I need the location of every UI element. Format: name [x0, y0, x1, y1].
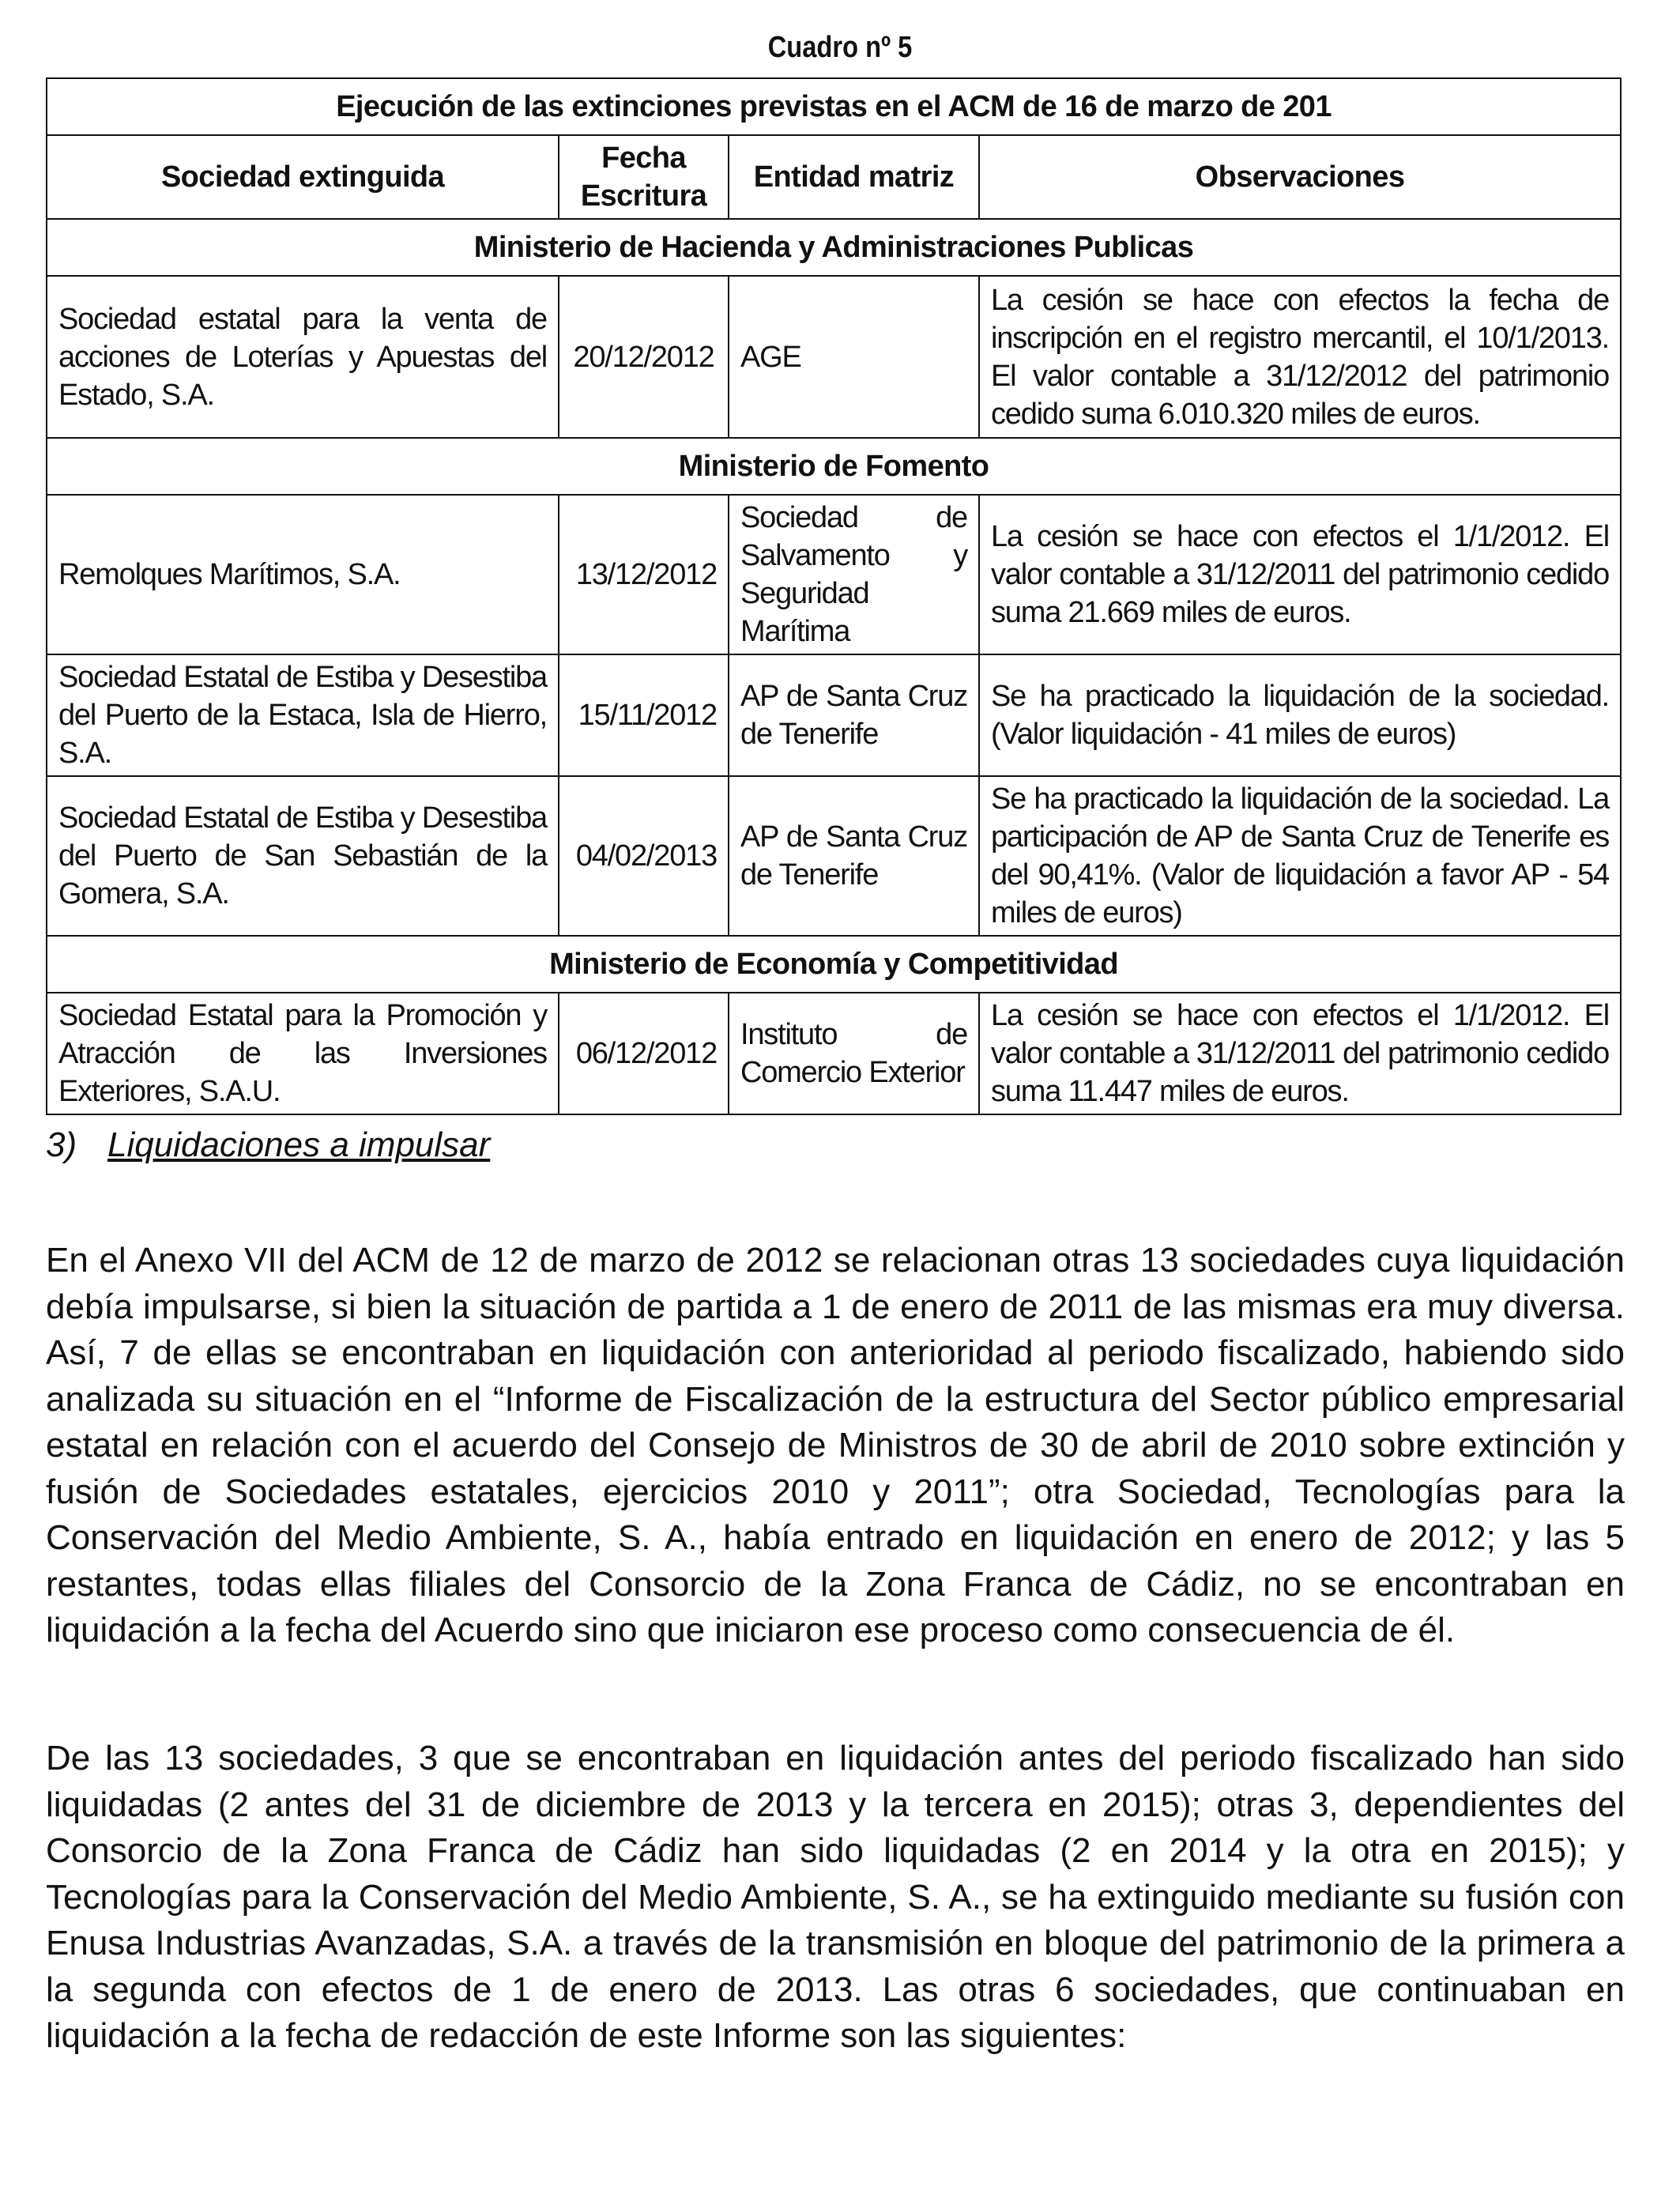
cell-sociedad: Sociedad Estatal de Estiba y Desestiba del Puerto de la Estaca, Isla de Hierro, S.A.	[58, 661, 547, 770]
body-paragraph: De las 13 sociedades, 3 que se encontraban en liquidación antes del periodo fiscalizado han sido liquidadas (2 antes del 31 de diciembre de 2013 y la tercera en 2015); otras 3, dependientes del Consorcio de la Zona Franca de Cádiz han sido liquidadas (2 en 2014 y la otra en 2015); y Tecnologías para la Conservación del Medio Ambiente, S. A., se ha extinguido mediante su fusión con Enusa Industrias Avanzadas, S.A. a través de la transmisión en bloque del patrimonio de la primera a la segunda con efectos de 1 de enero de 2013. Las otras 6 sociedades, que continuaban en liquidación a la fecha de redacción de este Informe son las siguientes:	[46, 1739, 1625, 2055]
extinctions-table	[46, 77, 1622, 1115]
cell-observaciones: Se ha practicado la liquidación de la sociedad. (Valor liquidación - 41 miles de euros)	[991, 680, 1610, 751]
section-heading	[46, 1124, 490, 1167]
cell-entidad: AP de Santa Cruz de Tenerife	[740, 680, 967, 751]
cell-observaciones: La cesión se hace con efectos el 1/1/2012. El valor contable a 31/12/2011 del patrimonio cedido suma 11.447 miles de euros.	[991, 999, 1610, 1108]
table-row	[47, 776, 1621, 936]
table-row	[47, 654, 1621, 776]
table-row	[47, 495, 1621, 654]
cell-observaciones: Se ha practicado la liquidación de la sociedad. La participación de AP de Santa Cruz de Tenerife es del 90,41%. (Valor de liquidación a favor AP - 54 miles de euros)	[991, 782, 1610, 929]
table-title: Ejecución de las extinciones previstas en el ACM de 16 de marzo de 201	[336, 90, 1332, 123]
cell-observaciones: La cesión se hace con efectos el 1/1/2012. El valor contable a 31/12/2011 del patrimonio cedido suma 21.669 miles de euros.	[991, 520, 1610, 629]
cell-observaciones: La cesión se hace con efectos la fecha de inscripción en el registro mercantil, el 10/1/2013. El valor contable a 31/12/2012 del patrimonio cedido suma 6.010.320 miles de euros.	[991, 283, 1610, 431]
section-title: Liquidaciones a impulsar	[107, 1125, 491, 1164]
section-row	[47, 219, 1621, 276]
cell-fecha: 13/12/2012	[575, 558, 717, 591]
cell-entidad: AGE	[740, 340, 801, 374]
column-header-sociedad: Sociedad extinguida	[160, 160, 445, 194]
ministry-heading: Ministerio de Fomento	[678, 450, 989, 483]
section-row	[47, 936, 1621, 993]
ministry-heading: Ministerio de Economía y Competitividad	[549, 948, 1118, 981]
column-header-entidad: Entidad matriz	[753, 160, 955, 194]
column-header-observaciones: Observaciones	[1195, 160, 1405, 194]
cell-entidad: Sociedad de Salvamento y Seguridad Marítima	[740, 501, 967, 648]
body-paragraph: En el Anexo VII del ACM de 12 de marzo de 2012 se relacionan otras 13 sociedades cuya liquidación debía impulsarse, si bien la situación de partida a 1 de enero de 2011 de las mismas era muy diversa. Así, 7 de ellas se encontraban en liquidación con anterioridad al periodo fiscalizado, habiendo sido analizada su situación en el “Informe de Fiscalización de la estructura del Sector público empresarial estatal en relación con el acuerdo del Consejo de Ministros de 30 de abril de 2010 sobre extinción y fusión de Sociedades estatales, ejercicios 2010 y 2011”; otra Sociedad, Tecnologías para la Conservación del Medio Ambiente, S. A., había entrado en liquidación en enero de 2012; y las 5 restantes, todas ellas filiales del Consorcio de la Zona Franca de Cádiz, no se encontraban en liquidación a la fecha del Acuerdo sino que iniciaron ese proceso como consecuencia de él.	[46, 1241, 1625, 1649]
section-number: 3)	[46, 1125, 77, 1164]
table-row	[47, 993, 1621, 1114]
table-header-row	[47, 135, 1621, 219]
cell-fecha: 04/02/2013	[575, 839, 717, 873]
cell-sociedad: Sociedad Estatal para la Promoción y Atracción de las Inversiones Exteriores, S.A.U.	[58, 999, 547, 1108]
cell-sociedad: Sociedad estatal para la venta de acciones de Loterías y Apuestas del Estado, S.A.	[58, 302, 547, 412]
table-row	[47, 276, 1621, 438]
cell-fecha: 15/11/2012	[578, 699, 717, 732]
column-header-fecha: Fecha Escritura	[580, 141, 707, 213]
cell-entidad: AP de Santa Cruz de Tenerife	[740, 820, 967, 892]
cell-sociedad: Sociedad Estatal de Estiba y Desestiba del Puerto de San Sebastián de la Gomera, S.A.	[58, 801, 547, 910]
cell-sociedad: Remolques Marítimos, S.A.	[58, 558, 401, 591]
cell-fecha: 06/12/2012	[575, 1037, 717, 1070]
cell-fecha: 20/12/2012	[573, 340, 714, 374]
cell-entidad: Instituto de Comercio Exterior	[740, 1018, 967, 1089]
ministry-heading: Ministerio de Hacienda y Administraciones Publicas	[473, 231, 1194, 264]
table-caption: Cuadro nº 5	[767, 31, 913, 64]
section-row	[47, 438, 1621, 495]
table-title-row	[47, 78, 1621, 135]
